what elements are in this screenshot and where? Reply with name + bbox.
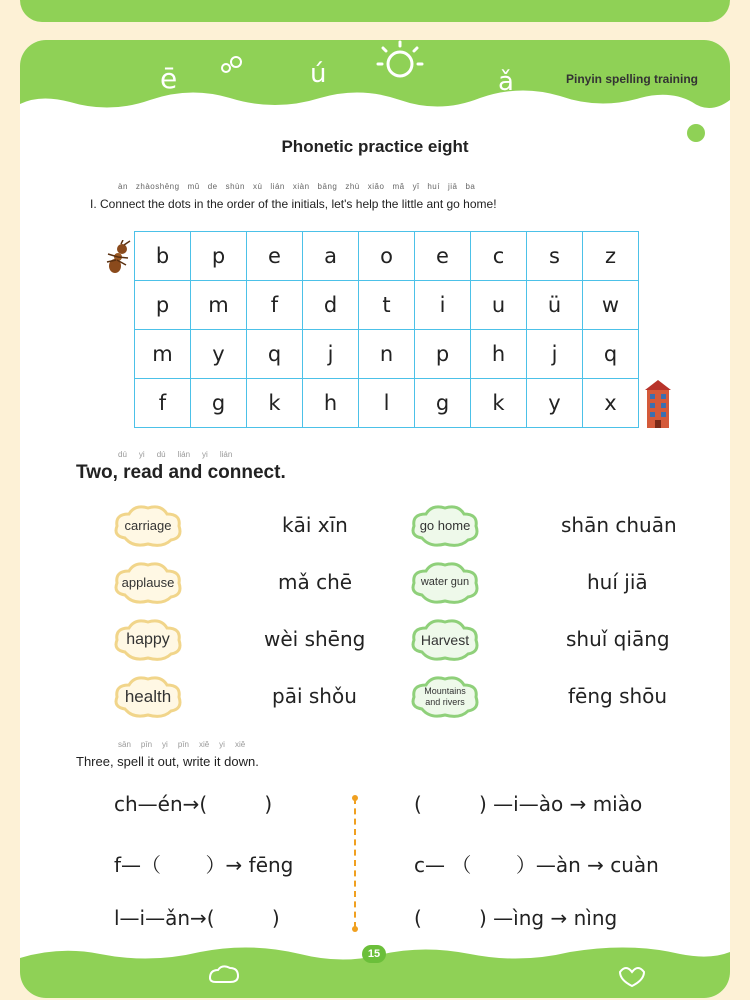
svg-text:ē: ē	[160, 62, 178, 95]
word-cloud-mountains-and-rivers[interactable]: Mountains and rivers	[410, 675, 480, 719]
grid-cell[interactable]: g	[191, 379, 247, 428]
grid-cell[interactable]: m	[135, 330, 191, 379]
word-cloud-water-gun[interactable]: water gun	[410, 561, 480, 605]
grid-cell[interactable]: k	[471, 379, 527, 428]
grid-cell[interactable]: l	[359, 379, 415, 428]
grid-cell[interactable]: h	[471, 330, 527, 379]
grid-cell[interactable]: h	[303, 379, 359, 428]
grid-cell[interactable]: w	[583, 281, 639, 330]
svg-text:ú: ú	[310, 59, 327, 89]
pinyin-word[interactable]: wèi shēng	[264, 627, 366, 651]
grid-cell[interactable]: q	[247, 330, 303, 379]
section1-instruction: I. Connect the dots in the order of the initials, let's help the little ant go home!	[90, 197, 497, 211]
grid-cell[interactable]: s	[527, 232, 583, 281]
grid-cell[interactable]: c	[471, 232, 527, 281]
grid-cell[interactable]: b	[135, 232, 191, 281]
page-number: 15	[362, 945, 386, 963]
section3-divider	[354, 798, 356, 928]
grid-cell[interactable]: p	[191, 232, 247, 281]
section1-pinyin: àn zhàoshēng mǔ de shùn xù lián xiàn bāng zhù xiǎo mǎ yǐ huí jiā ba	[118, 182, 476, 191]
grid-cell[interactable]: u	[471, 281, 527, 330]
spelling-exercise[interactable]: ( ) —ìng → nìng	[414, 906, 618, 930]
grid-cell[interactable]: m	[191, 281, 247, 330]
section2-heading: Two, read and connect.	[76, 462, 286, 483]
grid-cell[interactable]: y	[191, 330, 247, 379]
worksheet-page	[20, 40, 730, 998]
grid-cell[interactable]: j	[527, 330, 583, 379]
grid-row	[135, 379, 639, 428]
spelling-exercise[interactable]: ( ) —i—ào → miào	[414, 792, 643, 816]
grid-cell[interactable]: n	[359, 330, 415, 379]
word-cloud-go-home[interactable]: go home	[410, 504, 480, 548]
spelling-exercise[interactable]: c— （ ）—àn → cuàn	[414, 853, 659, 877]
spelling-exercise[interactable]: ch—én→( )	[114, 792, 273, 816]
divider-dot	[352, 795, 358, 801]
grid-cell[interactable]: x	[583, 379, 639, 428]
spelling-exercise[interactable]: f—（ ）→ fēng	[114, 853, 294, 877]
divider-dot	[352, 926, 358, 932]
grid-cell[interactable]: d	[303, 281, 359, 330]
grid-cell[interactable]: z	[583, 232, 639, 281]
house-icon	[645, 380, 671, 428]
grid-cell[interactable]: f	[247, 281, 303, 330]
grid-cell[interactable]: t	[359, 281, 415, 330]
grid-cell[interactable]: p	[415, 330, 471, 379]
grid-cell[interactable]: i	[415, 281, 471, 330]
grid-row	[135, 281, 639, 330]
word-cloud-health[interactable]: health	[113, 675, 183, 719]
word-cloud-harvest[interactable]: Harvest	[410, 618, 480, 662]
top-band	[20, 0, 730, 22]
section2-pinyin: dú yi dú lián yi lián	[118, 450, 233, 459]
section3-pinyin: sān pīn yi pīn xiě yi xiě	[118, 740, 246, 749]
grid-cell[interactable]: q	[583, 330, 639, 379]
ant-icon	[106, 240, 134, 274]
pinyin-word[interactable]: mǎ chē	[278, 570, 353, 594]
word-cloud-carriage[interactable]: carriage	[113, 504, 183, 548]
grid-cell[interactable]: f	[135, 379, 191, 428]
pinyin-word[interactable]: fēng shōu	[568, 684, 668, 708]
page-title: Phonetic practice eight	[281, 137, 469, 156]
grid-cell[interactable]: a	[303, 232, 359, 281]
pinyin-word[interactable]: huí jiā	[587, 570, 648, 594]
grid-cell[interactable]: g	[415, 379, 471, 428]
pinyin-word[interactable]: shān chuān	[561, 513, 677, 537]
grid-cell[interactable]: y	[527, 379, 583, 428]
grid-cell[interactable]: j	[303, 330, 359, 379]
grid-row	[135, 232, 639, 281]
grid-cell[interactable]: e	[247, 232, 303, 281]
grid-row	[135, 330, 639, 379]
pinyin-word[interactable]: pāi shǒu	[272, 684, 357, 708]
section3-heading: Three, spell it out, write it down.	[76, 754, 259, 769]
grid-cell[interactable]: o	[359, 232, 415, 281]
grid-cell[interactable]: e	[415, 232, 471, 281]
spelling-exercise[interactable]: l—i—ǎn→( )	[114, 906, 280, 930]
pinyin-word[interactable]: shuǐ qiāng	[566, 627, 670, 651]
initials-maze-grid	[134, 231, 639, 428]
pinyin-word[interactable]: kāi xīn	[282, 513, 348, 537]
word-cloud-happy[interactable]: happy	[113, 618, 183, 662]
svg-text:ǎ: ǎ	[498, 67, 514, 97]
grid-cell[interactable]: ü	[527, 281, 583, 330]
grid-cell[interactable]: k	[247, 379, 303, 428]
subject-label: Pinyin spelling training	[565, 72, 698, 86]
word-cloud-applause[interactable]: applause	[113, 561, 183, 605]
grid-cell[interactable]: p	[135, 281, 191, 330]
